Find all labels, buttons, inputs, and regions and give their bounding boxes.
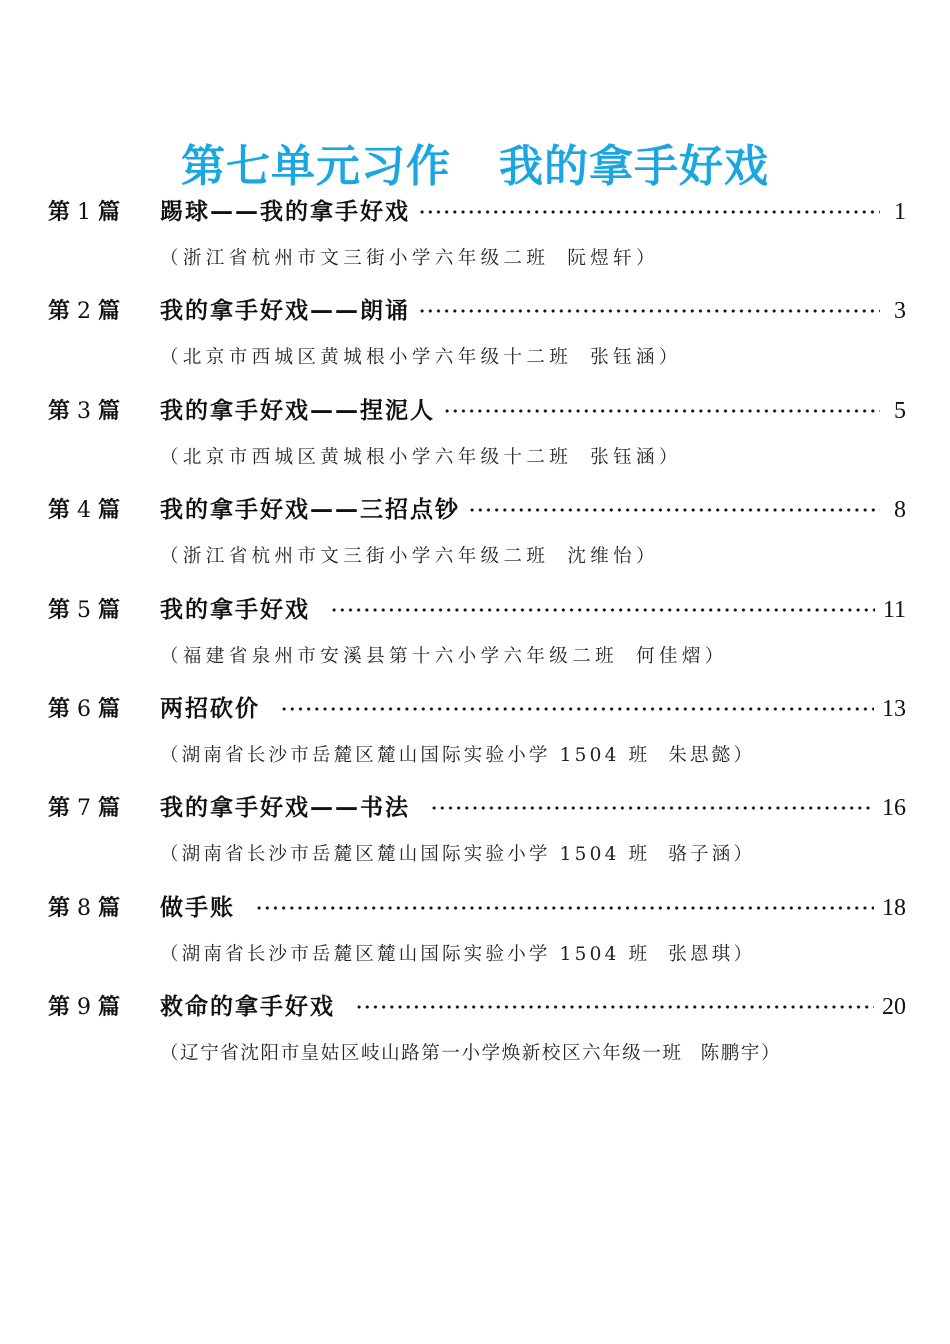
table-of-contents xyxy=(48,190,906,1085)
entry-number-suffix: 篇 xyxy=(98,995,122,1021)
entry-number-suffix: 篇 xyxy=(98,597,122,623)
entry-page-number[interactable]: 20 xyxy=(882,994,906,1021)
entry-number xyxy=(48,887,160,931)
author-name: 沈维怡 xyxy=(567,546,637,568)
entry-title[interactable]: 两招砍价 xyxy=(160,695,260,722)
entry-author-info xyxy=(160,836,755,874)
author-paren-open: （ xyxy=(160,943,182,965)
toc-entry-9[interactable] xyxy=(48,985,906,1084)
entry-number xyxy=(48,390,160,434)
page-title xyxy=(0,137,950,197)
entry-title[interactable]: 我的拿手好戏——朗诵 xyxy=(160,298,410,325)
page-title-unit: 第七单元习作 xyxy=(181,141,451,193)
entry-page-number[interactable]: 11 xyxy=(882,596,906,623)
author-name: 张钰涵 xyxy=(590,446,659,468)
entry-number-digit: 4 xyxy=(77,498,93,524)
toc-entry-2[interactable] xyxy=(48,289,906,388)
entry-page-number[interactable]: 13 xyxy=(882,695,906,722)
author-name: 阮煜轩 xyxy=(567,248,637,269)
toc-entry-6[interactable] xyxy=(48,687,906,786)
author-paren-open: （ xyxy=(160,347,183,369)
entry-number-digit: 1 xyxy=(77,200,93,225)
author-name: 朱思懿 xyxy=(668,744,734,766)
author-paren-close: ） xyxy=(636,248,659,269)
toc-entry-line xyxy=(48,886,906,930)
author-paren-close: ） xyxy=(658,347,682,369)
author-paren-open: （ xyxy=(160,1043,181,1065)
author-paren-open: （ xyxy=(160,645,183,667)
author-paren-open: （ xyxy=(160,248,183,269)
author-paren-close: ） xyxy=(658,446,682,468)
author-paren-open: （ xyxy=(160,844,182,866)
entry-author-info xyxy=(160,737,755,775)
entry-number xyxy=(48,787,160,831)
dot-leader xyxy=(280,706,874,712)
author-school: 浙江省杭州市文三街小学六年级二班 xyxy=(182,248,550,269)
author-paren-close: ） xyxy=(704,645,728,667)
author-paren-close: ） xyxy=(733,844,756,866)
entry-number-digit: 3 xyxy=(77,398,93,424)
author-paren-open: （ xyxy=(160,446,183,468)
author-paren-close: ） xyxy=(733,943,756,965)
toc-entry-line xyxy=(48,190,906,234)
entry-title[interactable]: 我的拿手好戏 xyxy=(160,596,310,623)
entry-number xyxy=(48,986,160,1030)
entry-number-prefix: 第 xyxy=(48,398,72,424)
entry-number-prefix: 第 xyxy=(48,895,72,921)
entry-number-prefix: 第 xyxy=(48,597,72,623)
entry-number-suffix: 篇 xyxy=(98,895,122,921)
entry-author-info xyxy=(160,638,728,676)
author-school: 福建省泉州市安溪县第十六小学六年级二班 xyxy=(182,645,619,667)
entry-number xyxy=(48,290,160,334)
entry-number-digit: 6 xyxy=(77,696,93,722)
entry-author-info xyxy=(160,1035,781,1073)
author-paren-close: ） xyxy=(760,1043,782,1065)
dot-leader xyxy=(443,408,880,414)
author-school: 北京市西城区黄城根小学六年级十二班 xyxy=(182,347,573,369)
toc-entry-line xyxy=(48,786,906,830)
entry-number-suffix: 篇 xyxy=(98,398,122,424)
entry-number-suffix: 篇 xyxy=(98,498,122,524)
entry-title[interactable]: 踢球——我的拿手好戏 xyxy=(160,199,410,225)
author-school: 湖南省长沙市岳麓区麓山国际实验小学 1504 班 xyxy=(181,844,651,866)
entry-number xyxy=(48,589,160,633)
author-school: 北京市西城区黄城根小学六年级十二班 xyxy=(182,446,573,468)
toc-entry-line xyxy=(48,687,906,731)
entry-title[interactable]: 我的拿手好戏——三招点钞 xyxy=(160,497,460,524)
toc-entry-4[interactable] xyxy=(48,488,906,587)
entry-page-number[interactable]: 5 xyxy=(894,397,906,424)
entry-number-digit: 8 xyxy=(77,895,93,921)
dot-leader xyxy=(255,905,874,911)
toc-entry-3[interactable] xyxy=(48,389,906,488)
entry-title[interactable]: 做手账 xyxy=(160,894,235,921)
author-name: 张恩琪 xyxy=(668,943,734,965)
toc-entry-1[interactable] xyxy=(48,190,906,289)
author-name: 何佳熠 xyxy=(636,645,705,667)
entry-number-prefix: 第 xyxy=(48,796,72,822)
dot-leader xyxy=(330,607,875,613)
entry-number-prefix: 第 xyxy=(48,696,72,722)
entry-number-digit: 7 xyxy=(77,796,93,822)
entry-number-suffix: 篇 xyxy=(98,299,122,325)
author-school: 湖南省长沙市岳麓区麓山国际实验小学 1504 班 xyxy=(181,943,651,965)
entry-number-digit: 5 xyxy=(77,597,93,623)
entry-number xyxy=(48,191,160,235)
author-school: 湖南省长沙市岳麓区麓山国际实验小学 1504 班 xyxy=(181,744,651,766)
dot-leader xyxy=(355,1004,874,1010)
entry-number-digit: 2 xyxy=(77,299,93,325)
author-paren-close: ） xyxy=(636,546,659,568)
dot-leader xyxy=(430,805,874,811)
author-name: 骆子涵 xyxy=(668,844,734,866)
toc-entry-line xyxy=(48,985,906,1029)
author-paren-open: （ xyxy=(160,744,182,766)
entry-title[interactable]: 救命的拿手好戏 xyxy=(160,994,335,1021)
author-name: 张钰涵 xyxy=(590,347,659,369)
entry-number xyxy=(48,688,160,732)
toc-entry-line xyxy=(48,389,906,433)
entry-number xyxy=(48,489,160,533)
author-paren-open: （ xyxy=(160,546,183,568)
entry-title[interactable]: 我的拿手好戏——捏泥人 xyxy=(160,397,435,424)
page-title-topic: 我的拿手好戏 xyxy=(499,141,769,193)
entry-number-prefix: 第 xyxy=(48,995,72,1021)
entry-page-number[interactable]: 16 xyxy=(882,795,906,822)
toc-entry-7[interactable] xyxy=(48,786,906,885)
entry-author-info xyxy=(160,538,659,576)
author-school: 辽宁省沈阳市皇姑区岐山路第一小学焕新校区六年级一班 xyxy=(180,1043,683,1065)
toc-entry-line xyxy=(48,588,906,632)
entry-title[interactable]: 我的拿手好戏——书法 xyxy=(160,795,410,822)
entry-number-digit: 9 xyxy=(77,995,93,1021)
entry-number-suffix: 篇 xyxy=(98,796,122,822)
entry-number-prefix: 第 xyxy=(48,200,72,225)
entry-number-suffix: 篇 xyxy=(98,200,122,225)
entry-page-number[interactable]: 1 xyxy=(894,199,906,225)
toc-entry-line xyxy=(48,289,906,333)
toc-entry-5[interactable] xyxy=(48,588,906,687)
entry-number-suffix: 篇 xyxy=(98,696,122,722)
author-school: 浙江省杭州市文三街小学六年级二班 xyxy=(182,546,550,568)
dot-leader xyxy=(468,507,880,513)
entry-author-info xyxy=(160,339,682,377)
toc-entry-line xyxy=(48,488,906,532)
entry-page-number[interactable]: 8 xyxy=(894,497,906,524)
author-name: 陈鹏宇 xyxy=(700,1043,761,1065)
entry-number-prefix: 第 xyxy=(48,498,72,524)
toc-entry-8[interactable] xyxy=(48,886,906,985)
entry-author-info xyxy=(160,439,682,477)
entry-author-info xyxy=(160,240,659,278)
entry-number-prefix: 第 xyxy=(48,299,72,325)
author-paren-close: ） xyxy=(733,744,756,766)
dot-leader xyxy=(418,308,880,314)
entry-page-number[interactable]: 18 xyxy=(882,894,906,921)
entry-author-info xyxy=(160,936,755,974)
entry-page-number[interactable]: 3 xyxy=(894,298,906,325)
dot-leader xyxy=(418,209,880,215)
